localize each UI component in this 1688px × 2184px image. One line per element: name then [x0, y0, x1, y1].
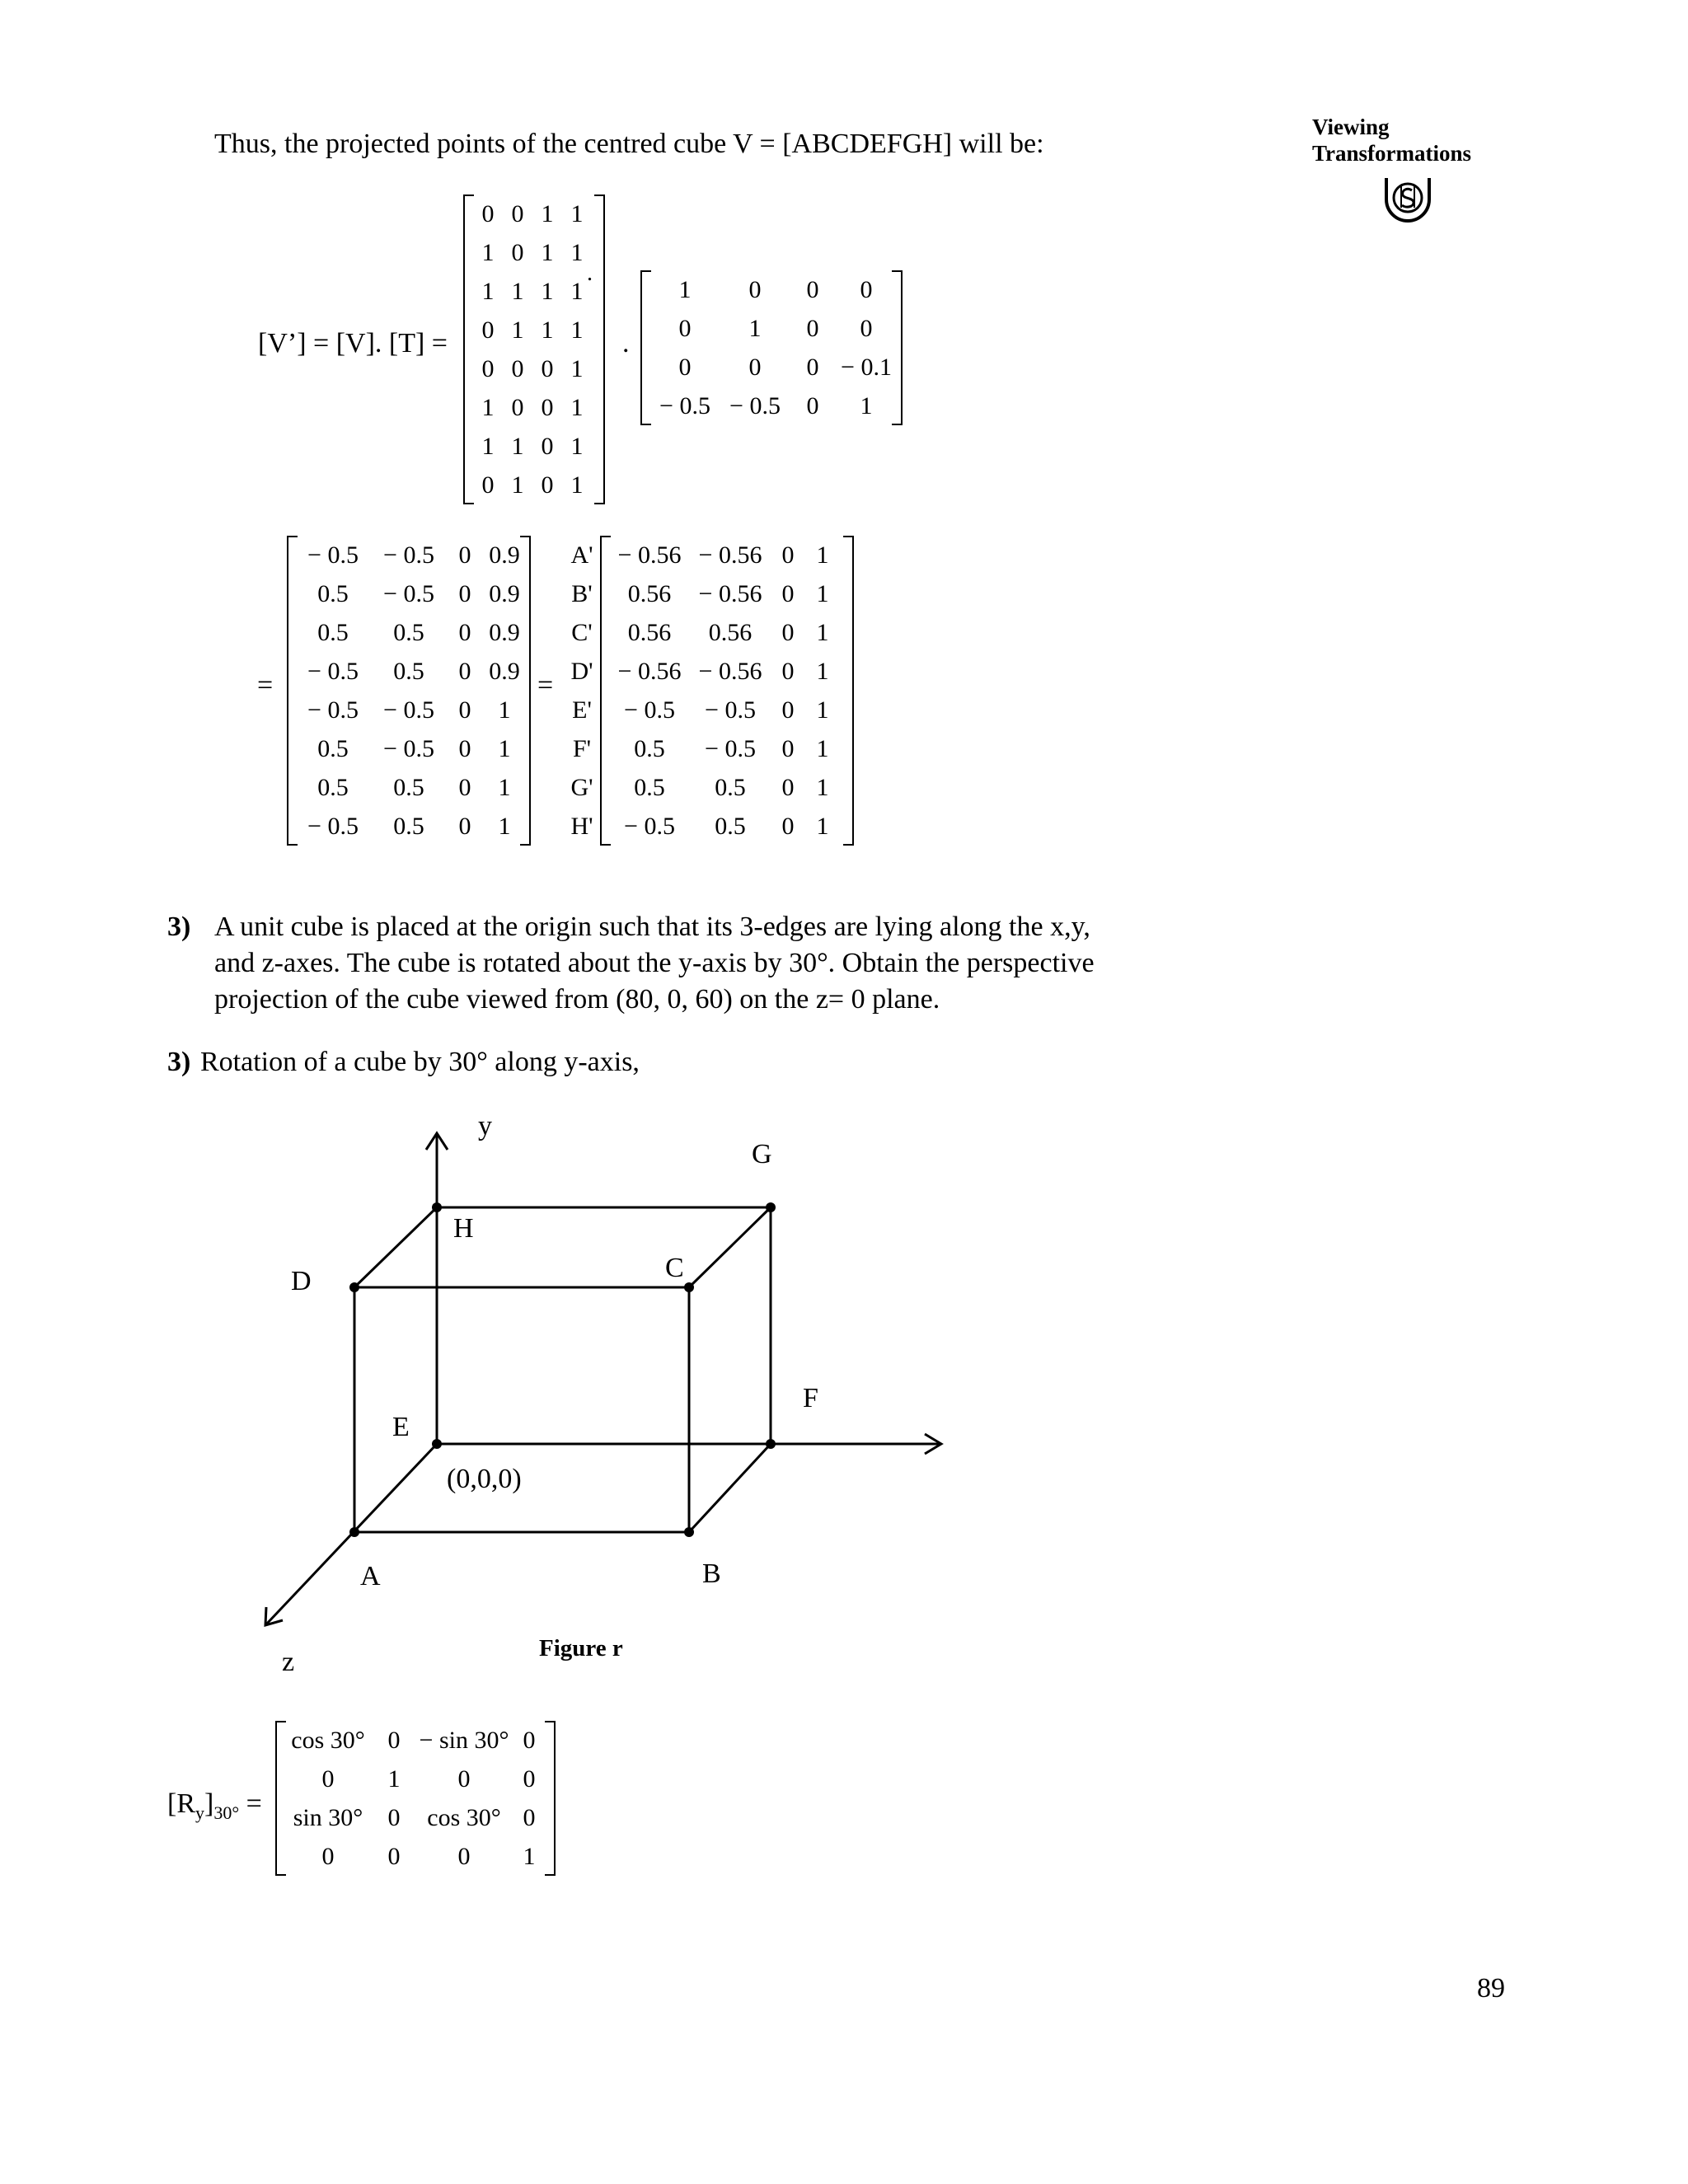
row-label: A'	[570, 541, 593, 569]
label-d: D	[291, 1266, 312, 1296]
matrix-row	[473, 349, 592, 388]
matrix-cell: 1	[816, 734, 829, 762]
matrix-cell: 0.5	[317, 618, 349, 646]
matrix-cell: 0	[481, 316, 495, 344]
matrix-cell: − 0.56	[698, 657, 762, 685]
matrix-cell: 0	[678, 314, 692, 342]
matrix-cell: 0	[511, 238, 524, 266]
matrix-cell: 0	[511, 199, 524, 227]
rot-lhs-equals: =	[246, 1788, 262, 1819]
matrix-row	[610, 691, 841, 729]
matrix-cell: 0	[458, 618, 471, 646]
matrix-cell: 1	[570, 354, 584, 382]
label-a: A	[360, 1561, 381, 1591]
matrix-cell: 1	[481, 277, 495, 305]
matrix-cell: 0.5	[317, 579, 349, 607]
vertex-c	[684, 1282, 694, 1292]
matrix-cell: 0	[321, 1765, 335, 1793]
matrix-cell: 0	[523, 1726, 536, 1754]
vertex-g	[766, 1202, 776, 1212]
matrix-row	[652, 348, 899, 387]
label-origin: (0,0,0)	[447, 1464, 522, 1494]
matrix-row	[284, 1721, 546, 1760]
matrix-cell: 1	[481, 238, 495, 266]
cube-front-face	[354, 1287, 689, 1532]
matrix-cell: − 0.5	[705, 734, 756, 762]
matrix-row	[297, 807, 528, 846]
eq2-equals-2: =	[537, 670, 554, 701]
matrix-cell: 0.5	[715, 812, 746, 840]
matrix-cell: − 0.5	[624, 812, 675, 840]
matrix-cell: 0.9	[489, 618, 520, 646]
problem-3-line-3: projection of the cube viewed from (80, 0, 60) on the z= 0 plane.	[214, 984, 940, 1015]
rot-lhs-close: ]	[204, 1788, 214, 1819]
eq2-equals-1: =	[257, 670, 274, 701]
matrix-row	[564, 574, 600, 613]
label-c: C	[665, 1253, 684, 1283]
matrix-row	[473, 311, 592, 349]
matrix-cell: − 0.5	[383, 579, 434, 607]
eq1-lhs: [V’] = [V]. [T] =	[258, 328, 448, 359]
rot-lhs-angle: 30°	[213, 1802, 240, 1823]
matrix-cell: 1	[816, 773, 829, 801]
matrix-cell: − 0.5	[383, 541, 434, 569]
matrix-cell: 0	[458, 734, 471, 762]
matrix-v-dot: .	[587, 260, 593, 286]
matrix-cell: − 0.1	[841, 353, 892, 381]
problem-3-line-1: A unit cube is placed at the origin such that its 3-edges are lying along the x,y,	[214, 912, 1090, 942]
matrix-cell: 0	[523, 1803, 536, 1831]
matrix-cell: 1	[570, 199, 584, 227]
rot-lhs-main: [R	[167, 1788, 195, 1819]
matrix-cell: 0	[481, 199, 495, 227]
row-label: E'	[572, 696, 592, 724]
matrix-cell: 1	[511, 432, 524, 460]
matrix-cell: 0	[806, 353, 819, 381]
figure-caption: Figure r	[539, 1635, 623, 1661]
matrix-cell: 0	[541, 393, 554, 421]
matrix-cell: − 0.5	[729, 391, 781, 419]
matrix-cell: 0	[387, 1842, 401, 1870]
matrix-cell: 1	[816, 618, 829, 646]
rotation-matrix	[275, 1721, 556, 1876]
matrix-cell: 0	[806, 314, 819, 342]
matrix-cell: 0.56	[627, 618, 672, 646]
matrix-cell: − 0.5	[624, 696, 675, 724]
matrix-cell: 0	[481, 354, 495, 382]
matrix-cell: 1	[481, 393, 495, 421]
matrix-cell: − 0.5	[705, 696, 756, 724]
matrix-cell: 0	[457, 1842, 471, 1870]
matrix-cell: 0	[748, 353, 762, 381]
matrix-cell: 0.5	[317, 773, 349, 801]
label-e: E	[392, 1412, 410, 1442]
matrix-t	[640, 270, 903, 425]
matrix-cell: 1	[498, 696, 511, 724]
matrix-cell: 0.9	[489, 657, 520, 685]
matrix-cell: 0	[458, 541, 471, 569]
matrix-cell: 1	[570, 277, 584, 305]
matrix-cell: − 0.56	[617, 541, 682, 569]
matrix-cell: − 0.56	[698, 541, 762, 569]
matrix-cell: 0	[678, 353, 692, 381]
matrix-cell: 1	[541, 199, 554, 227]
vertex-b	[684, 1527, 694, 1537]
matrix-row	[473, 427, 592, 466]
matrix-row	[297, 613, 528, 652]
matrix-cell: − 0.5	[307, 812, 359, 840]
matrix-cell: 1	[541, 277, 554, 305]
z-axis-arrowhead	[265, 1607, 283, 1625]
matrix-cell: 0	[781, 618, 795, 646]
label-z: z	[282, 1647, 295, 1677]
matrix-cell: 0.9	[489, 541, 520, 569]
matrix-row	[564, 536, 600, 574]
matrix-cell: 1	[570, 393, 584, 421]
matrix-cell: 1	[816, 579, 829, 607]
edge-b-f	[689, 1444, 771, 1532]
matrix-cell: 1	[387, 1765, 401, 1793]
matrix-cell: 1	[816, 657, 829, 685]
matrix-cell: 0	[387, 1726, 401, 1754]
sidebar-line-1: Viewing	[1312, 115, 1390, 139]
matrix-cell: 1	[511, 316, 524, 344]
matrix-cell: 0	[781, 812, 795, 840]
matrix-cell: sin 30°	[293, 1803, 363, 1831]
matrix-cell: 0.5	[715, 773, 746, 801]
solution-3-number: 3)	[167, 1047, 191, 1077]
matrix-row	[652, 309, 899, 348]
matrix-row	[297, 536, 528, 574]
matrix-row	[652, 387, 899, 425]
matrix-row	[564, 807, 600, 846]
row-label: C'	[571, 618, 593, 646]
matrix-cell: 0	[781, 579, 795, 607]
matrix-row	[564, 691, 600, 729]
matrix-cell: 0	[511, 354, 524, 382]
label-g: G	[752, 1139, 772, 1169]
matrix-cell: − 0.5	[307, 657, 359, 685]
matrix-cell: 1	[498, 734, 511, 762]
matrix-row	[610, 729, 841, 768]
matrix-cell: − sin 30°	[419, 1726, 509, 1754]
matrix-cell: 1	[498, 773, 511, 801]
matrix-cell: 0	[781, 734, 795, 762]
matrix-cell: 1	[511, 277, 524, 305]
matrix-row	[297, 652, 528, 691]
matrix-row	[284, 1760, 546, 1798]
matrix-cell: 0	[781, 541, 795, 569]
rot-lhs-sub: y	[195, 1802, 204, 1823]
label-b: B	[702, 1558, 721, 1589]
matrix-cell: 1	[748, 314, 762, 342]
matrix-cell: 0	[458, 773, 471, 801]
problem-3-number: 3)	[167, 912, 191, 942]
matrix-m1	[287, 536, 531, 846]
matrix-cell: 0.56	[708, 618, 753, 646]
matrix-cell: 0	[806, 275, 819, 303]
vertex-a	[349, 1527, 359, 1537]
matrix-row	[284, 1837, 546, 1876]
row-label: G'	[570, 773, 593, 801]
vertex-f	[766, 1439, 776, 1449]
vertex-d	[349, 1282, 359, 1292]
edge-c-g	[689, 1207, 771, 1287]
matrix-row	[564, 613, 600, 652]
matrix-row	[473, 272, 592, 311]
matrix-cell: 1	[511, 471, 524, 499]
matrix-v	[463, 194, 605, 504]
page-number: 89	[1477, 1973, 1505, 2004]
matrix-cell: − 0.5	[383, 696, 434, 724]
matrix-cell: 1	[498, 812, 511, 840]
label-f: F	[803, 1383, 818, 1413]
matrix-row	[610, 574, 841, 613]
matrix-row	[297, 729, 528, 768]
matrix-cell: 1	[570, 316, 584, 344]
matrix-cell: 1	[678, 275, 692, 303]
matrix-cell: − 0.5	[307, 696, 359, 724]
matrix-row	[473, 233, 592, 272]
matrix-cell: 0.5	[317, 734, 349, 762]
matrix-cell: − 0.5	[659, 391, 710, 419]
matrix-row	[610, 536, 841, 574]
matrix-cell: 0.5	[393, 812, 424, 840]
matrix-cell: 0.56	[627, 579, 672, 607]
matrix-cell: 1	[481, 432, 495, 460]
problem-3-line-2: and z-axes. The cube is rotated about the y-axis by 30°. Obtain the perspective	[214, 948, 1095, 978]
matrix-cell: 0.5	[393, 618, 424, 646]
intro-text: Thus, the projected points of the centred cube V = [ABCDEFGH] will be:	[214, 129, 1044, 159]
matrix-cell: 0	[541, 354, 554, 382]
matrix-cell: 1	[816, 812, 829, 840]
matrix-row	[610, 807, 841, 846]
matrix-row	[652, 270, 899, 309]
matrix-cell: cos 30°	[427, 1803, 501, 1831]
matrix-cell: 0	[321, 1842, 335, 1870]
matrix-cell: 1	[816, 696, 829, 724]
matrix-m2-row-labels	[564, 536, 600, 846]
matrix-cell: 1	[570, 238, 584, 266]
solution-3-text: Rotation of a cube by 30° along y-axis,	[200, 1047, 640, 1077]
edge-d-h	[354, 1207, 437, 1287]
sidebar-line-2: Transformations	[1312, 141, 1471, 166]
rot-lhs	[167, 1788, 262, 1823]
matrix-cell: 0	[458, 696, 471, 724]
label-h: H	[453, 1213, 474, 1244]
matrix-row	[610, 652, 841, 691]
matrix-cell: 1	[570, 471, 584, 499]
matrix-cell: 0	[860, 275, 873, 303]
matrix-cell: 0.5	[634, 734, 665, 762]
matrix-row	[564, 652, 600, 691]
matrix-row	[564, 768, 600, 807]
matrix-cell: 0	[781, 773, 795, 801]
row-label: B'	[571, 579, 593, 607]
matrix-row	[610, 613, 841, 652]
matrix-cell: 0.5	[393, 657, 424, 685]
row-label: H'	[570, 812, 593, 840]
matrix-cell: 1	[816, 541, 829, 569]
matrix-cell: − 0.5	[307, 541, 359, 569]
matrix-cell: 1	[860, 391, 873, 419]
z-axis	[265, 1444, 437, 1625]
row-label: D'	[570, 657, 593, 685]
matrix-cell: cos 30°	[291, 1726, 365, 1754]
matrix-cell: 0	[387, 1803, 401, 1831]
matrix-cell: 0	[860, 314, 873, 342]
matrix-cell: 0	[523, 1765, 536, 1793]
matrix-cell: 0	[511, 393, 524, 421]
matrix-cell: 0	[748, 275, 762, 303]
matrix-row	[297, 574, 528, 613]
matrix-cell: 0	[457, 1765, 471, 1793]
matrix-cell: − 0.56	[698, 579, 762, 607]
matrix-cell: 0	[458, 812, 471, 840]
matrix-cell: 1	[541, 316, 554, 344]
matrix-row	[297, 691, 528, 729]
matrix-row	[473, 466, 592, 504]
y-axis-arrowhead	[426, 1133, 448, 1150]
label-y: y	[478, 1111, 492, 1141]
matrix-cell: 1	[541, 238, 554, 266]
matrix-row	[610, 768, 841, 807]
matrix-row	[473, 388, 592, 427]
matrix-cell: 0	[781, 657, 795, 685]
sidebar-title	[1312, 114, 1471, 167]
matrix-row	[564, 729, 600, 768]
matrix-row	[297, 768, 528, 807]
matrix-cell: 0	[541, 471, 554, 499]
matrix-cell: 0.5	[393, 773, 424, 801]
matrix-row	[284, 1798, 546, 1837]
matrix-cell: − 0.56	[617, 657, 682, 685]
x-axis-arrowhead	[925, 1434, 941, 1454]
matrix-cell: 0	[458, 579, 471, 607]
vertex-h	[432, 1202, 442, 1212]
matrix-cell: 0	[458, 657, 471, 685]
vertex-e	[432, 1439, 442, 1449]
matrix-cell: 0.9	[489, 579, 520, 607]
matrix-row	[473, 194, 592, 233]
row-label: F'	[572, 734, 592, 762]
matrix-cell: 0	[781, 696, 795, 724]
matrix-cell: 1	[570, 432, 584, 460]
matrix-m2	[600, 536, 854, 846]
matrix-cell: 0	[806, 391, 819, 419]
matrix-cell: 1	[523, 1842, 536, 1870]
matrix-cell: 0	[481, 471, 495, 499]
matrix-cell: 0.5	[634, 773, 665, 801]
matrix-cell: − 0.5	[383, 734, 434, 762]
matrix-cell: 0	[541, 432, 554, 460]
matrix-product-dot: .	[622, 328, 630, 359]
